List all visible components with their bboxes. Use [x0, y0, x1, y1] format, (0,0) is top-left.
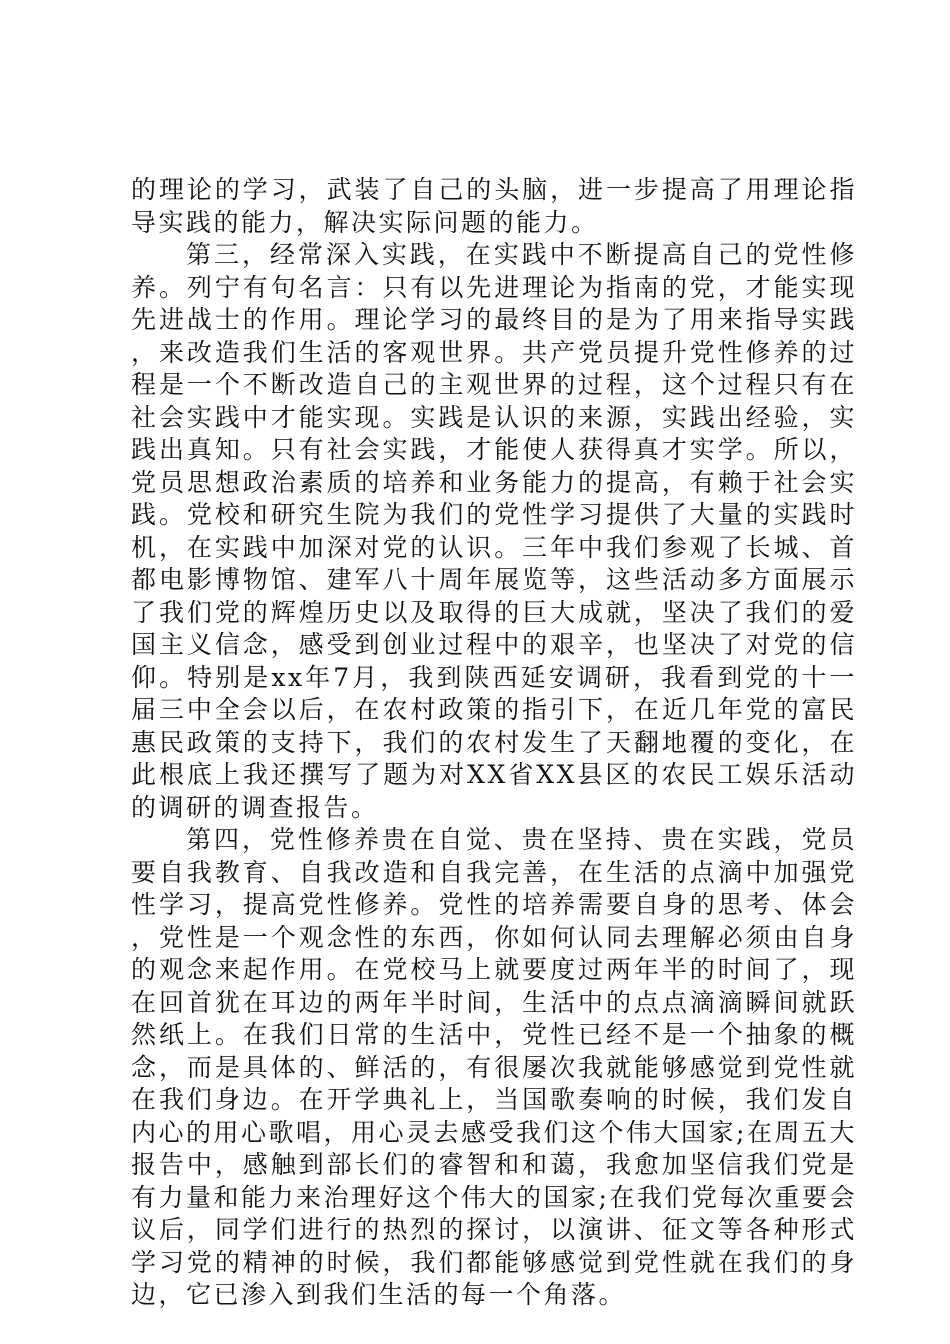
body-text: [131, 174, 857, 1312]
paragraph-practice: 第三，经常深入实践，在实践中不断提高自己的党性修养。列宁有句名言：只有以先进理论为指南的党，才能实现先进战士的作用。理论学习的最终目的是为了用来指导实践，来改造我们生活的客观世界。共产党员提升党性修养的过程是一个不断改造自己的主观世界的过程，这个过程只有在社会实践中才能实现。实践是认识的来源，实践出经验，实践出真知。只有社会实践，才能使人获得真才实学。所以，党员思想政治素质的培养和业务能力的提高，有赖于社会实践。党校和研究生院为我们的党性学习提供了大量的实践时机，在实践中加深对党的认识。三年中我们参观了长城、首都电影博物馆、建军八十周年展览等，这些活动多方面展示了我们党的辉煌历史以及取得的巨大成就，坚决了我们的爱国主义信念，感受到创业过程中的艰辛，也坚决了对党的信仰。特别是xx年7月，我到陕西延安调研，我看到党的十一届三中全会以后，在农村政策的指引下，在近几年党的富民惠民政策的支持下，我们的农村发生了天翻地覆的变化，在此根底上我还撰写了题为对XX省XX县区的农民工娱乐活动的调研的调查报告。: [131, 240, 857, 822]
paragraph-self-cultivation: 第四，党性修养贵在自觉、贵在坚持、贵在实践，党员要自我教育、自我改造和自我完善，在生活的点滴中加强党性学习，提高党性修养。党性的培养需要自身的思考、体会，党性是一个观念性的东西，你如何认同去理解必须由自身的观念来起作用。在党校马上就要度过两年半的时间了，现在回首犹在耳边的两年半时间，生活中的点点滴滴瞬间就跃然纸上。在我们日常的生活中，党性已经不是一个抽象的概念，而是具体的、鲜活的，有很屡次我就能够感觉到党性就在我们身边。在开学典礼上，当国歌奏响的时候，我们发自内心的用心歌唱，用心灵去感受我们这个伟大国家;在周五大报告中，感触到部长们的睿智和和蔼，我愈加坚信我们党是有力量和能力来治理好这个伟大的国家;在我们党每次重要会议后，同学们进行的热烈的探讨，以演讲、征文等各种形式学习党的精神的时候，我们都能够感觉到党性就在我们的身边，它已渗入到我们生活的每一个角落。: [131, 825, 857, 1309]
paragraph-continuation: 的理论的学习，武装了自己的头脑，进一步提高了用理论指导实践的能力，解决实际问题的能力。: [131, 175, 857, 237]
